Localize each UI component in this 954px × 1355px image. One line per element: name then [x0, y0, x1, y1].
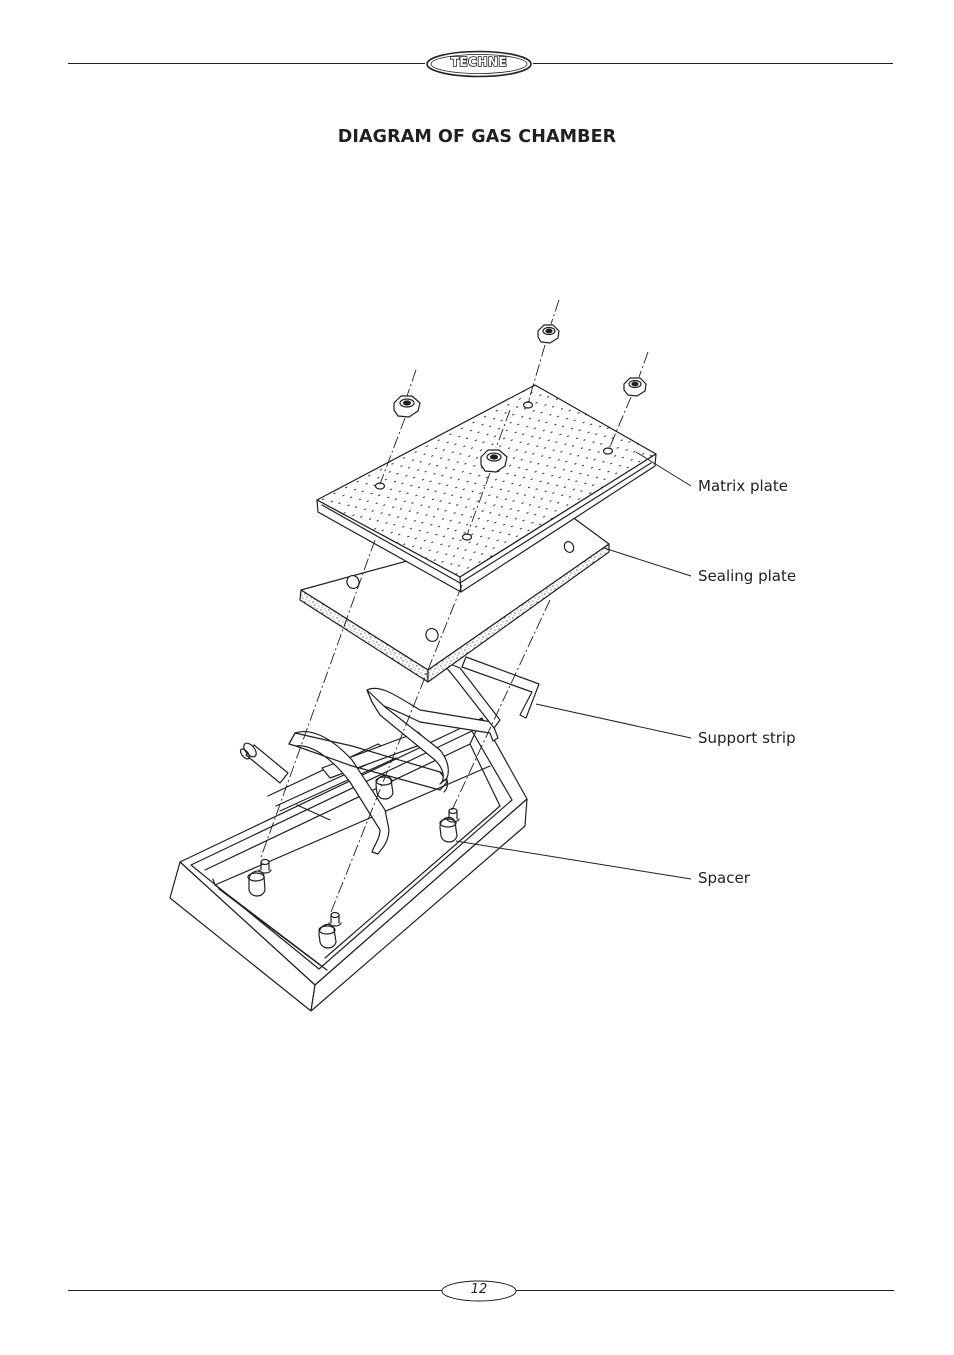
page-number-badge — [441, 1280, 517, 1302]
label-sealing-plate: Sealing plate — [698, 567, 797, 585]
page-number: 12 — [470, 1282, 488, 1297]
page-title: DIAGRAM OF GAS CHAMBER — [337, 127, 617, 147]
nut-1 — [394, 396, 420, 417]
nut-2 — [538, 325, 559, 343]
label-support-strip: Support strip — [698, 729, 796, 747]
nut-3 — [624, 378, 646, 396]
leader-spacer — [456, 841, 691, 879]
leader-sealing-plate — [604, 548, 691, 576]
label-spacer: Spacer — [698, 869, 750, 887]
inlet-pipe — [239, 741, 288, 783]
logo-text: TECHNE — [450, 55, 508, 69]
leader-support-strip — [536, 704, 691, 738]
label-matrix-plate: Matrix plate — [698, 477, 788, 495]
